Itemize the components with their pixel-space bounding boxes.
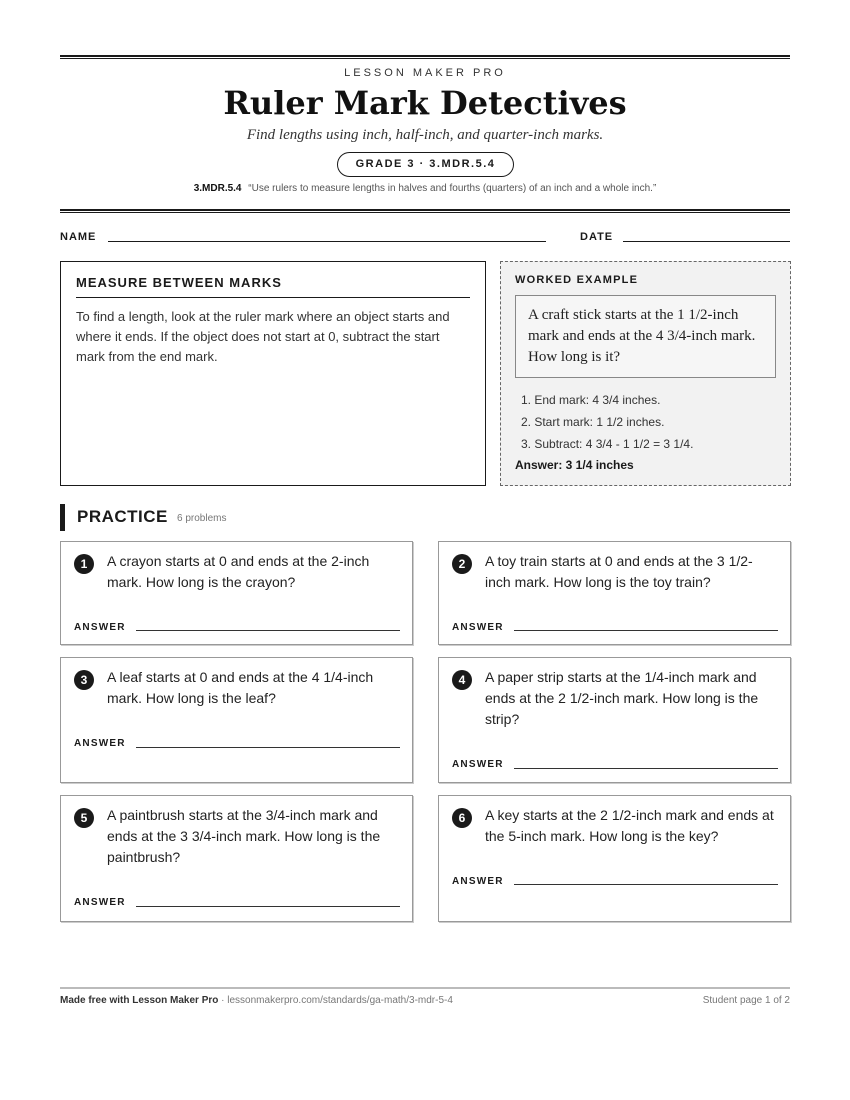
problem-number: 4 bbox=[452, 670, 472, 690]
page-subtitle: Find lengths using inch, half-inch, and quarter-inch marks. bbox=[246, 127, 604, 143]
standard-code: 3.MDR.5.4 bbox=[193, 183, 242, 194]
answer-line-4[interactable] bbox=[514, 768, 778, 769]
footer-url[interactable]: · lessonmakerpro.com/standards/ga-math/3-mdr-5-4 bbox=[218, 995, 453, 1006]
header-top-rule bbox=[60, 55, 790, 59]
answer-label: ANSWER bbox=[74, 738, 126, 749]
date-line[interactable] bbox=[623, 241, 790, 242]
name-line[interactable] bbox=[108, 241, 546, 242]
example-prompt: A craft stick starts at the 1 1/2-inch mark and ends at the 4 3/4-inch mark. How long is it? bbox=[515, 295, 776, 378]
problem-card-1 bbox=[60, 541, 413, 645]
problem-text: A toy train starts at 0 and ends at the 3 1/2-inch mark. How long is the toy train? bbox=[485, 553, 753, 590]
example-answer: Answer: 3 1/4 inches bbox=[515, 458, 634, 472]
problem-number: 3 bbox=[74, 670, 94, 690]
answer-line-6[interactable] bbox=[514, 884, 778, 885]
answer-label: ANSWER bbox=[452, 759, 504, 770]
lesson-heading: MEASURE BETWEEN MARKS bbox=[76, 275, 470, 298]
standard-text: “Use rulers to measure lengths in halves and fourths (quarters) of an inch and a whole inch.” bbox=[248, 183, 657, 194]
problem-number: 1 bbox=[74, 554, 94, 574]
example-heading: WORKED EXAMPLE bbox=[515, 274, 639, 286]
example-steps bbox=[515, 389, 776, 455]
lesson-body: To find a length, look at the ruler mark where an object starts and where it ends. If the object does not start at 0, subtract the start mark from the end mark. bbox=[76, 309, 450, 364]
problem-text: A leaf starts at 0 and ends at the 4 1/4-inch mark. How long is the leaf? bbox=[107, 669, 374, 706]
answer-label: ANSWER bbox=[452, 876, 504, 887]
brand-name: LESSON MAKER PRO bbox=[344, 67, 506, 79]
page-title: Ruler Mark Detectives bbox=[223, 84, 627, 122]
footer-rule bbox=[60, 987, 790, 989]
problem-card-4 bbox=[438, 657, 791, 783]
problem-card-2 bbox=[438, 541, 791, 645]
example-step: 2. Start mark: 1 1/2 inches. bbox=[521, 415, 665, 429]
problem-text: A paper strip starts at the 1/4-inch mark and ends at the 2 1/2-inch mark. How long is the strip? bbox=[485, 669, 759, 727]
problem-number: 5 bbox=[74, 808, 94, 828]
practice-count: 6 problems bbox=[177, 513, 227, 524]
problem-number: 6 bbox=[452, 808, 472, 828]
date-label: DATE bbox=[580, 231, 614, 243]
answer-label: ANSWER bbox=[74, 897, 126, 908]
grade-badge: GRADE 3 · 3.MDR.5.4 bbox=[337, 152, 514, 177]
problem-text: A crayon starts at 0 and ends at the 2-inch mark. How long is the crayon? bbox=[107, 553, 370, 590]
name-label: NAME bbox=[60, 231, 97, 243]
example-step: 1. End mark: 4 3/4 inches. bbox=[521, 393, 661, 407]
lesson-box bbox=[60, 261, 486, 486]
answer-label: ANSWER bbox=[452, 622, 504, 633]
practice-accent-bar bbox=[60, 504, 65, 531]
header-bottom-rule bbox=[60, 209, 790, 213]
problem-card-5 bbox=[60, 795, 413, 922]
problem-card-3 bbox=[60, 657, 413, 783]
answer-line-1[interactable] bbox=[136, 630, 400, 631]
footer-credit bbox=[60, 995, 453, 1006]
footer-made-with: Made free with Lesson Maker Pro bbox=[60, 995, 219, 1006]
answer-label: ANSWER bbox=[74, 622, 126, 633]
example-step: 3. Subtract: 4 3/4 - 1 1/2 = 3 1/4. bbox=[521, 437, 694, 451]
answer-line-2[interactable] bbox=[514, 630, 778, 631]
problem-number: 2 bbox=[452, 554, 472, 574]
standard-line bbox=[0, 183, 850, 194]
problem-text: A paintbrush starts at the 3/4-inch mark and ends at the 3 3/4-inch mark. How long is the paintbrush? bbox=[107, 807, 381, 865]
problem-card-6 bbox=[438, 795, 791, 922]
footer-page-number: Student page 1 of 2 bbox=[702, 995, 790, 1006]
answer-line-3[interactable] bbox=[136, 747, 400, 748]
worked-example-box bbox=[500, 261, 791, 486]
problem-text: A key starts at the 2 1/2-inch mark and ends at the 5-inch mark. How long is the key? bbox=[485, 807, 774, 844]
practice-title: PRACTICE bbox=[77, 507, 168, 526]
answer-line-5[interactable] bbox=[136, 906, 400, 907]
